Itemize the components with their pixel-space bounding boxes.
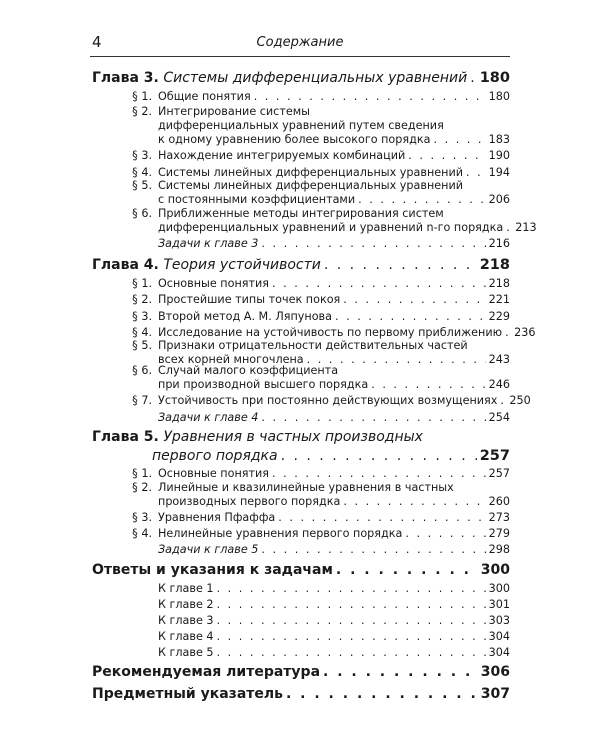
section-title: Системы линейных дифференциальных уравнений [158, 179, 464, 192]
leader-dots [335, 310, 486, 323]
toc-ch4-section-7[interactable] [126, 392, 531, 407]
tasks-page: 216 [488, 237, 510, 250]
leader-dots [408, 149, 485, 162]
section-number: § 7. [132, 394, 152, 407]
toc-ch3-section-5[interactable] [158, 191, 510, 206]
section-title: Общие понятия [158, 90, 251, 103]
toc-chapter-5-line1[interactable] [92, 429, 423, 445]
section-title: Уравнения Пфаффа [158, 511, 276, 524]
section-title: Признаки отрицательности действительных частей [158, 339, 468, 352]
chapter-prefix: Глава 3. [92, 70, 159, 86]
leader-dots [272, 277, 486, 290]
toc-chapter-4[interactable] [92, 253, 510, 273]
section-title: Приближенные методы интегрирования систем [158, 207, 444, 220]
toc-index[interactable] [92, 682, 510, 702]
chapter-page: 257 [479, 448, 510, 464]
answers-item-label: К главе 1 [158, 582, 214, 595]
section-page: 260 [488, 495, 510, 508]
section-title: Исследование на устойчивость по первому приближению [158, 326, 503, 339]
leader-dots [506, 221, 512, 234]
toc-ch4-tasks[interactable] [158, 409, 510, 424]
chapter-title: Системы дифференциальных уравнений [163, 70, 468, 86]
toc-ch4-section-2[interactable] [126, 291, 510, 306]
leader-dots [286, 686, 478, 702]
leader-dots [343, 495, 485, 508]
leader-dots [343, 293, 485, 306]
section-title: Второй метод А. М. Ляпунова [158, 310, 333, 323]
leader-dots [500, 394, 506, 407]
section-title: Случай малого коэффициента [158, 364, 339, 377]
toc-ch5-section-3[interactable] [126, 509, 510, 524]
toc-ch3-section-2-line1[interactable] [126, 105, 310, 118]
page-number: 4 [92, 33, 102, 51]
leader-dots [324, 257, 477, 273]
toc-ch3-section-1[interactable] [126, 88, 510, 103]
answers-title: Ответы и указания к задачам [92, 562, 333, 578]
section-title-line2: с постоянными коэффициентами [158, 193, 356, 206]
toc-answers-item-1[interactable] [158, 580, 510, 595]
answers-item-label: К главе 2 [158, 598, 214, 611]
section-number: § 3. [132, 149, 152, 162]
section-title-line2: производных первого порядка [158, 495, 341, 508]
toc-ch3-section-3[interactable] [126, 147, 510, 162]
section-title-line2: при производной высшего порядка [158, 378, 369, 391]
section-number: § 1. [132, 467, 152, 480]
section-number: § 6. [132, 207, 152, 220]
chapter-title-line2: первого порядка [152, 448, 278, 464]
section-page: 273 [488, 511, 510, 524]
section-number: § 4. [132, 326, 152, 339]
toc-answers-item-3[interactable] [158, 612, 510, 627]
leader-dots [323, 664, 478, 680]
tasks-page: 254 [488, 411, 510, 424]
answers-page: 300 [480, 562, 510, 578]
answers-item-label: К главе 5 [158, 646, 214, 659]
answers-item-page: 300 [488, 582, 510, 595]
section-number: § 2. [132, 481, 152, 494]
chapter-prefix: Глава 4. [92, 257, 159, 273]
section-title: Устойчивость при постоянно действующих возмущениях [158, 394, 498, 407]
toc-ch4-section-4[interactable] [126, 324, 536, 339]
section-title-line3: к одному уравнению более высокого порядка [158, 133, 431, 146]
section-title: Интегрирование системы [158, 105, 310, 118]
chapter-page: 218 [479, 257, 510, 273]
leader-dots [261, 411, 485, 424]
index-page: 307 [480, 686, 510, 702]
leader-dots [281, 448, 477, 464]
answers-item-page: 304 [488, 630, 510, 643]
leader-dots [405, 527, 485, 540]
section-title: Основные понятия [158, 467, 270, 480]
section-title-line2: всех корней многочлена [158, 353, 304, 366]
toc-ch3-section-2[interactable] [158, 131, 510, 146]
literature-title: Рекомендуемая литература [92, 664, 321, 680]
leader-dots [371, 378, 485, 391]
leader-dots [217, 630, 486, 643]
section-page: 229 [488, 310, 510, 323]
toc-ch4-section-1[interactable] [126, 275, 510, 290]
leader-dots [217, 614, 486, 627]
toc-answers-item-5[interactable] [158, 644, 510, 659]
section-title: Простейшие типы точек покоя [158, 293, 341, 306]
toc-answers-item-4[interactable] [158, 628, 510, 643]
section-number: § 5. [132, 339, 152, 352]
section-number: § 4. [132, 166, 152, 179]
section-page: 194 [488, 166, 510, 179]
tasks-title: Задачи к главе 4 [158, 411, 259, 424]
answers-item-label: К главе 4 [158, 630, 214, 643]
toc-ch3-section-6[interactable] [158, 219, 537, 234]
leader-dots [433, 133, 485, 146]
toc-ch5-section-2[interactable] [158, 493, 510, 508]
leader-dots [470, 70, 477, 86]
toc-answers-item-2[interactable] [158, 596, 510, 611]
leader-dots [505, 326, 511, 339]
leader-dots [272, 467, 486, 480]
section-title: Нахождение интегрируемых комбинаций [158, 149, 406, 162]
section-number: § 3. [132, 310, 152, 323]
toc-ch3-section-2-line2: дифференциальных уравнений путем сведения [158, 119, 444, 132]
section-number: § 3. [132, 511, 152, 524]
toc-ch4-section-6[interactable] [158, 376, 510, 391]
leader-dots [261, 237, 485, 250]
answers-item-page: 301 [488, 598, 510, 611]
section-page: 183 [488, 133, 510, 146]
tasks-title: Задачи к главе 5 [158, 543, 259, 556]
section-title: Линейные и квазилинейные уравнения в частных [158, 481, 454, 494]
toc-ch5-tasks[interactable] [158, 541, 510, 556]
toc-ch4-section-3[interactable] [126, 308, 510, 323]
answers-item-label: К главе 3 [158, 614, 214, 627]
section-title-line2: дифференциальных уравнений и уравнений n-го порядка [158, 221, 504, 234]
leader-dots [358, 193, 485, 206]
leader-dots [261, 543, 485, 556]
tasks-title: Задачи к главе 3 [158, 237, 259, 250]
section-page: 206 [488, 193, 510, 206]
leader-dots [217, 598, 486, 611]
section-page: 243 [488, 353, 510, 366]
literature-page: 306 [480, 664, 510, 680]
leader-dots [217, 582, 486, 595]
section-page: 246 [488, 378, 510, 391]
toc-chapter-5[interactable] [152, 444, 510, 464]
toc-ch5-section-1[interactable] [126, 465, 510, 480]
leader-dots [278, 511, 485, 524]
chapter-title: Уравнения в частных производных [163, 429, 423, 445]
page-title: Содержание [256, 35, 344, 50]
section-number: § 2. [132, 293, 152, 306]
toc-literature[interactable] [92, 660, 510, 680]
section-title: Системы линейных дифференциальных уравнений [158, 166, 464, 179]
section-page: 250 [509, 394, 531, 407]
section-title: Основные понятия [158, 277, 270, 290]
index-title: Предметный указатель [92, 686, 283, 702]
tasks-page: 298 [488, 543, 510, 556]
section-page: 236 [514, 326, 536, 339]
toc-ch3-section-4[interactable] [126, 164, 510, 179]
leader-dots [336, 562, 478, 578]
leader-dots [254, 90, 486, 103]
leader-dots [217, 646, 486, 659]
section-number: § 1. [132, 90, 152, 103]
chapter-page: 180 [479, 70, 510, 86]
toc-ch5-section-4[interactable] [126, 525, 510, 540]
section-number: § 5. [132, 179, 152, 192]
section-number: § 4. [132, 527, 152, 540]
section-page: 180 [488, 90, 510, 103]
header-divider [90, 56, 510, 57]
section-page: 218 [488, 277, 510, 290]
leader-dots [466, 166, 486, 179]
section-page: 257 [488, 467, 510, 480]
answers-item-page: 303 [488, 614, 510, 627]
toc-chapter-3[interactable] [92, 66, 510, 86]
section-number: § 6. [132, 364, 152, 377]
section-page: 213 [515, 221, 537, 234]
toc-answers[interactable] [92, 558, 510, 578]
section-page: 221 [488, 293, 510, 306]
toc-ch3-tasks[interactable] [158, 235, 510, 250]
chapter-prefix: Глава 5. [92, 429, 159, 445]
answers-item-page: 304 [488, 646, 510, 659]
chapter-title: Теория устойчивости [163, 257, 321, 273]
section-title: Нелинейные уравнения первого порядка [158, 527, 403, 540]
section-number: § 2. [132, 105, 152, 118]
section-page: 279 [488, 527, 510, 540]
section-number: § 1. [132, 277, 152, 290]
section-page: 190 [488, 149, 510, 162]
